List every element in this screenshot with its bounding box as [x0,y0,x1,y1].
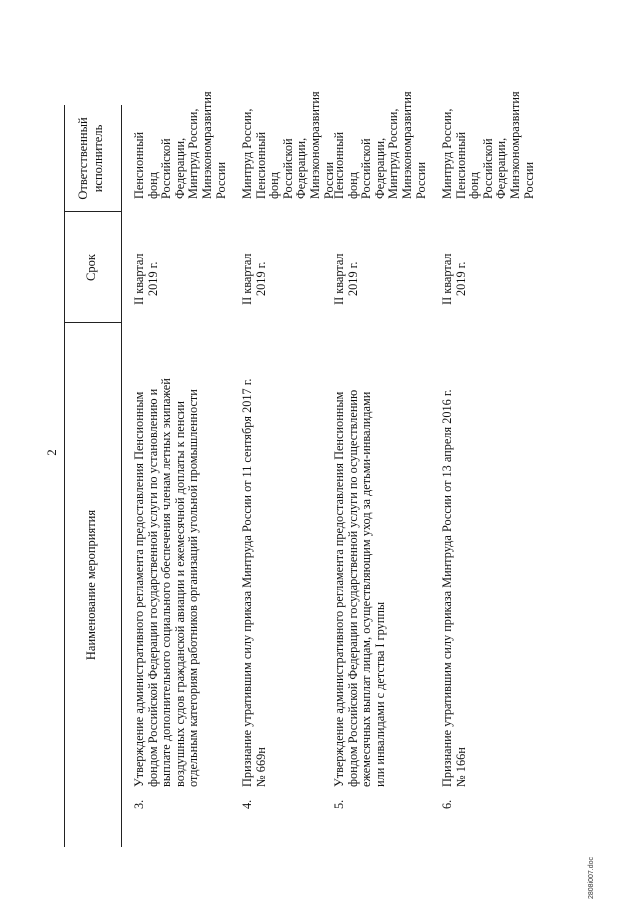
row-term [133,217,160,305]
row-responsible-line: Российской [159,138,174,199]
row-responsible [132,91,228,199]
row-name [441,327,468,787]
row-responsible-line: Федерации, [294,137,309,199]
row-responsible-line: России [321,161,336,199]
row-number: 3. [132,799,146,809]
document-file-code: 2808i007.doc [588,856,595,899]
row-responsible-line: Минтруд России, [440,108,454,199]
row-name-line: Признание утратившим силу приказа Минтруда России от 11 сентября 2017 г. [240,378,254,787]
row-responsible-line: Минтруд России, [386,108,401,199]
column-header-name: Наименование мероприятия [84,509,98,661]
row-name-line: воздушных судов гражданской авиации и ежемесячной доплаты к пенсии [172,401,187,787]
row-responsible-line: Пенсионный фонд [132,131,160,199]
row-responsible-line: Российской [280,138,295,199]
row-responsible-line: Минэкономразвития [507,91,522,199]
row-term-line: II квартал [240,253,254,305]
row-name-line: Утверждение административного регламента предоставления Пенсионным [332,391,346,787]
page-number: 2 [44,449,59,456]
responsible-header-line: исполнитель [91,124,105,193]
row-responsible-line: Федерации, [494,137,509,199]
row-term [333,217,360,305]
row-name [333,327,387,787]
row-responsible-line: Российской [480,138,495,199]
table-top-border [64,105,65,847]
row-number: 6. [440,799,454,809]
row-responsible-line: Федерации, [372,137,387,199]
row-name-line: фондом Российской Федерации государственной услуги по установлению и [145,388,160,787]
row-responsible-line: Пенсионный фонд [332,131,360,199]
row-responsible-line: Минэкономразвития [199,91,214,199]
row-responsible-line: Российской [359,138,374,199]
row-term-line: 2019 г. [253,261,268,296]
row-responsible [440,91,536,199]
column-header-responsible [76,105,106,212]
row-term [441,217,468,305]
row-name-line: выплате дополнительного социального обеспечения членам летных экипажей [159,378,174,787]
row-responsible-line: России [413,161,428,199]
row-name-line: № 166н [453,747,468,787]
row-name [241,327,268,787]
row-responsible-line: Минтруд России, [186,108,201,199]
row-responsible-line: Минэкономразвития [399,91,414,199]
row-responsible-line: Пенсионный фонд [453,131,482,199]
row-responsible-line: Пенсионный фонд [253,131,282,199]
row-name-line: отдельным категориям работников организаций угольной промышленности [186,389,201,787]
responsible-header-line: Ответственный [76,117,90,200]
row-name-line: фондом Российской Федерации государственной услуги по осуществлению [345,389,360,787]
row-name-line: Утверждение административного регламента предоставления Пенсионным [132,391,146,787]
row-responsible-line: России [213,161,228,199]
row-name-line: ежемесячных выплат лицам, осуществляющим уход за детьми-инвалидами [359,391,374,787]
row-responsible [332,91,428,199]
row-name-line: № 669н [253,747,268,787]
row-term-line: II квартал [332,253,346,305]
row-term-line: II квартал [440,253,454,305]
table-header-border [121,105,122,847]
row-number: 5. [332,799,346,809]
row-name [133,327,201,787]
column-header-term: Срок [84,254,98,281]
row-number: 4. [240,799,254,809]
row-responsible-line: России [521,161,536,199]
row-name-line: или инвалидами с детства I группы [372,601,387,787]
row-name-line: Признание утратившим силу приказа Минтруда России от 13 апреля 2016 г. [440,389,454,787]
row-term [241,217,268,305]
row-responsible-line: Минтруд России, [240,108,254,199]
row-term-line: 2019 г. [345,261,360,296]
row-term-line: II квартал [132,253,146,305]
row-term-line: 2019 г. [145,261,160,296]
row-responsible-line: Минэкономразвития [307,91,322,199]
row-responsible-line: Федерации, [172,137,187,199]
row-responsible [240,91,336,199]
row-term-line: 2019 г. [453,261,468,296]
